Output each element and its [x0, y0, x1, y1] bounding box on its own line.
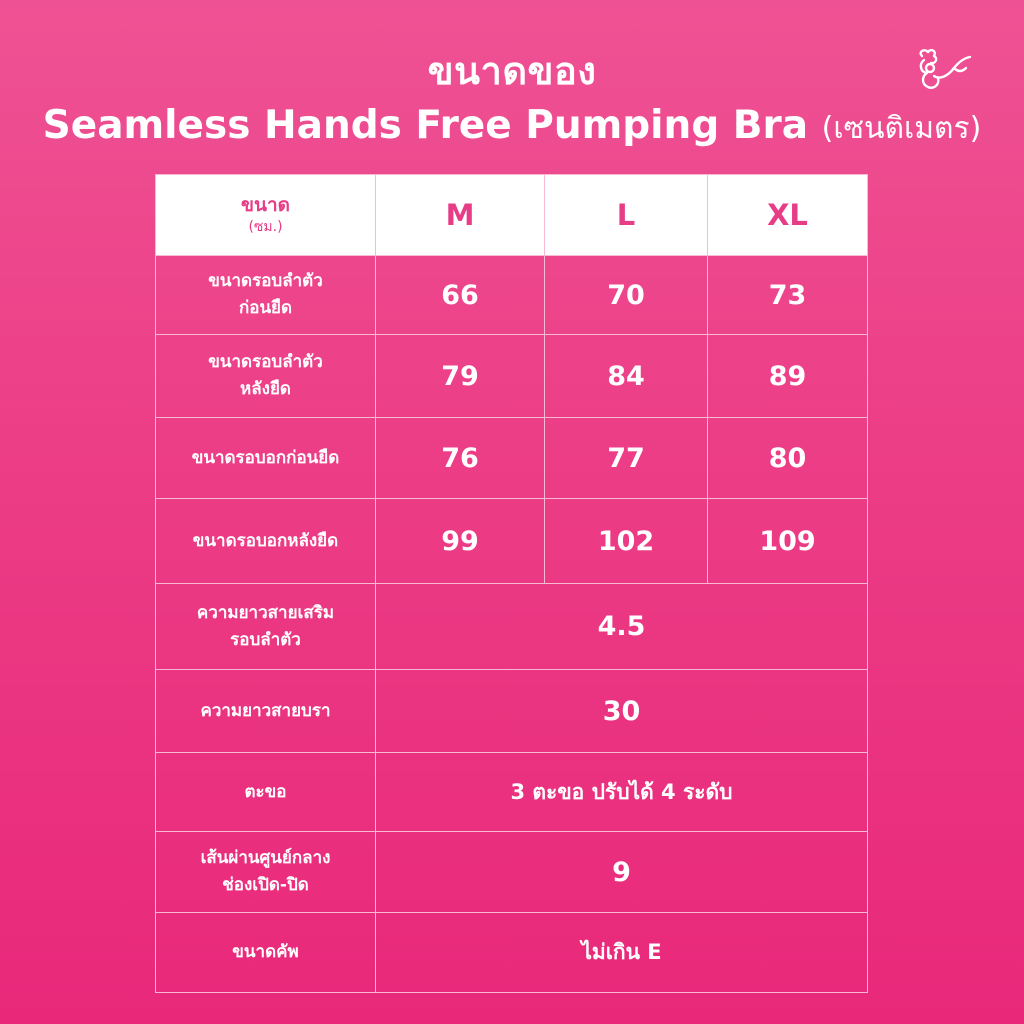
page-title [0, 48, 1024, 153]
row-label-line: รอบลำตัว [230, 629, 301, 650]
value-cell-xl: 89 [708, 335, 868, 418]
row-label [156, 670, 376, 753]
mother-baby-logo-icon [908, 46, 972, 100]
row-label-line: ขนาดรอบอกหลังยืด [192, 530, 339, 551]
row-label [156, 584, 376, 670]
merged-value-cell: ไม่เกิน E [376, 913, 868, 993]
row-label [156, 418, 376, 499]
row-label-line: ช่องเปิด-ปิด [222, 875, 309, 895]
value-cell-l: 84 [545, 335, 708, 418]
product-name: Seamless Hands Free Pumping Bra [42, 103, 809, 148]
size-m-header: M [376, 175, 545, 256]
row-label [156, 335, 376, 418]
row-label-line: เส้นผ่านศูนย์กลาง [200, 848, 331, 868]
row-label-line: ขนาดคัพ [232, 942, 299, 962]
table-header-row [156, 175, 868, 256]
merged-value-cell: 4.5 [376, 584, 868, 670]
table-row [156, 670, 868, 753]
merged-value-cell: 30 [376, 670, 868, 753]
value-cell-m: 66 [376, 256, 545, 335]
row-label [156, 256, 376, 335]
value-cell-m: 99 [376, 499, 545, 584]
title-line-2 [0, 102, 1024, 153]
row-label-line: ขนาดรอบลำตัว [208, 352, 323, 372]
row-label [156, 913, 376, 993]
row-label-line: ตะขอ [244, 781, 287, 802]
row-label-line: ขนาดรอบลำตัว [208, 271, 323, 291]
value-cell-l: 77 [545, 418, 708, 499]
table-row [156, 832, 868, 913]
row-label-line: หลังยืด [240, 379, 291, 399]
value-cell-m: 76 [376, 418, 545, 499]
row-label [156, 753, 376, 832]
value-cell-l: 102 [545, 499, 708, 584]
table-row [156, 913, 868, 993]
unit-label: (เซนติเมตร) [821, 111, 982, 146]
row-label-line: ความยาวสายเสริม [196, 602, 335, 623]
value-cell-xl: 80 [708, 418, 868, 499]
table-row [156, 499, 868, 584]
merged-value-cell: 9 [376, 832, 868, 913]
table-row [156, 256, 868, 335]
value-cell-l: 70 [545, 256, 708, 335]
value-cell-xl: 73 [708, 256, 868, 335]
table-row [156, 753, 868, 832]
row-label [156, 499, 376, 584]
row-label [156, 832, 376, 913]
value-cell-xl: 109 [708, 499, 868, 584]
size-xl-header: XL [708, 175, 868, 256]
value-cell-m: 79 [376, 335, 545, 418]
row-label-line: ก่อนยืด [238, 298, 293, 318]
merged-value-cell: 3 ตะขอ ปรับได้ 4 ระดับ [376, 753, 868, 832]
table-row [156, 418, 868, 499]
table-row [156, 584, 868, 670]
row-label-line: ความยาวสายบรา [200, 700, 331, 721]
row-label-line: ขนาดรอบอกก่อนยืด [191, 447, 340, 468]
size-chart-table [155, 174, 868, 993]
table-row [156, 335, 868, 418]
size-l-header: L [545, 175, 708, 256]
header-label-cell [156, 175, 376, 256]
size-header-label: ขนาด [241, 194, 290, 216]
size-header-sublabel: (ซม.) [248, 219, 283, 235]
title-line-1: ขนาดของ [427, 49, 597, 93]
